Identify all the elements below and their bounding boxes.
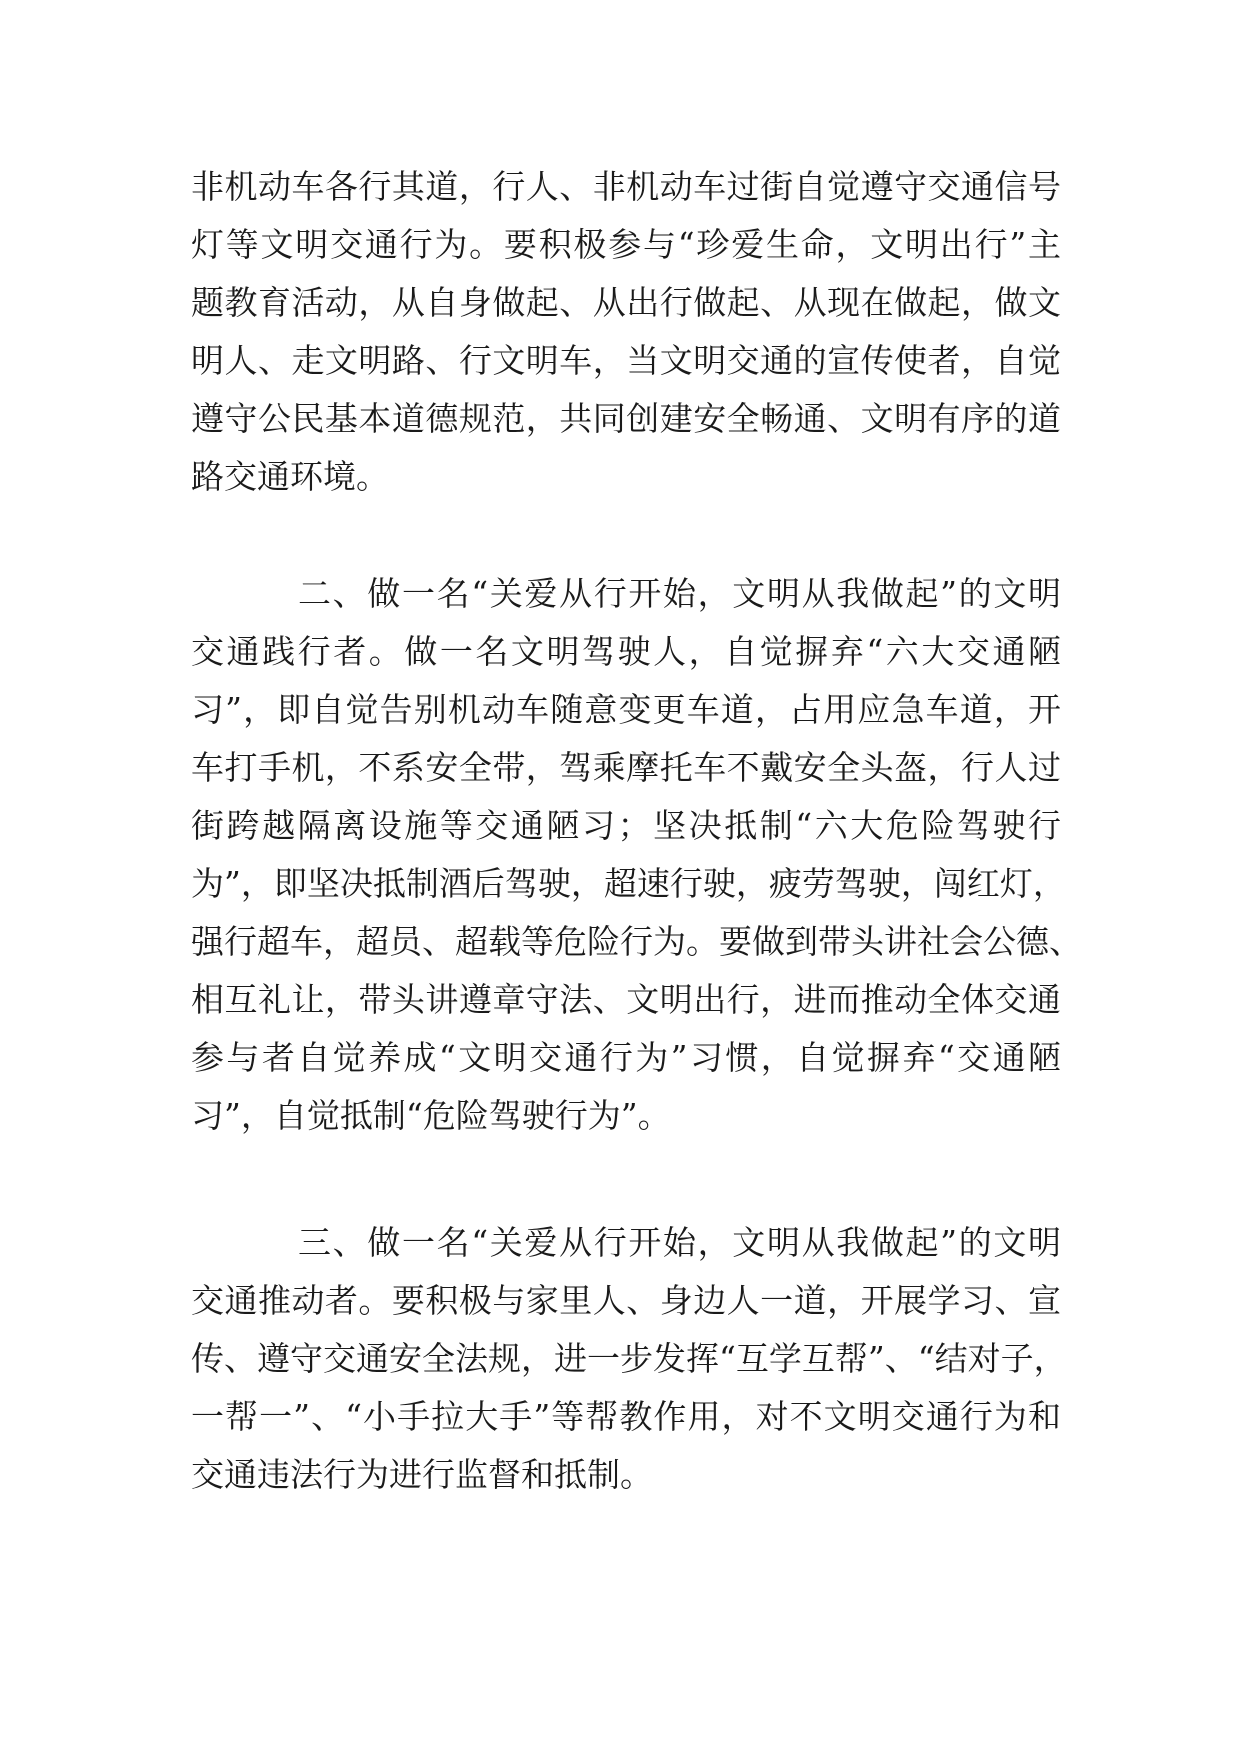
paragraph-line: 三、做一名“关爱从行开始，文明从我做起”的文明 xyxy=(298,1223,1061,1262)
paragraph-line: 习”，即自觉告别机动车随意变更车道，占用应急车道，开 xyxy=(191,690,1061,729)
paragraph-line: 路交通环境。 xyxy=(191,457,389,496)
paragraph-section-two-practitioner xyxy=(191,565,1082,1145)
paragraph-line: 灯等文明交通行为。要积极参与“珍爱生命，文明出行”主 xyxy=(191,225,1061,264)
paragraph-line: 遵守公民基本道德规范，共同创建安全畅通、文明有序的道 xyxy=(191,399,1061,438)
paragraph-line: 传、遵守交通安全法规，进一步发挥“互学互帮”、“结对子， xyxy=(191,1339,1067,1378)
paragraph-line: 题教育活动，从自身做起、从出行做起、从现在做起，做文 xyxy=(191,283,1061,322)
paragraph-line: 强行超车，超员、超载等危险行为。要做到带头讲社会公德、 xyxy=(191,922,1082,961)
paragraph-line: 一帮一”、“小手拉大手”等帮教作用，对不文明交通行为和 xyxy=(191,1397,1061,1436)
paragraph-section-three-promoter xyxy=(191,1214,1067,1504)
paragraph-line: 交通践行者。做一名文明驾驶人，自觉摒弃“六大交通陋 xyxy=(191,632,1061,671)
paragraph-line: 非机动车各行其道，行人、非机动车过街自觉遵守交通信号 xyxy=(191,167,1061,206)
paragraph-line: 习”，自觉抵制“危险驾驶行为”。 xyxy=(191,1096,671,1135)
paragraph-continued-civilized-travel xyxy=(191,158,1061,506)
paragraph-line: 参与者自觉养成“文明交通行为”习惯，自觉摒弃“交通陋 xyxy=(191,1038,1061,1077)
paragraph-line: 为”，即坚决抵制酒后驾驶，超速行驶，疲劳驾驶，闯红灯， xyxy=(191,864,1066,903)
paragraph-line: 街跨越隔离设施等交通陋习；坚决抵制“六大危险驾驶行 xyxy=(191,806,1061,845)
paragraph-line: 车打手机，不系安全带，驾乘摩托车不戴安全头盔，行人过 xyxy=(191,748,1061,787)
paragraph-line: 二、做一名“关爱从行开始，文明从我做起”的文明 xyxy=(298,574,1061,613)
paragraph-line: 交通推动者。要积极与家里人、身边人一道，开展学习、宣 xyxy=(191,1281,1061,1320)
paragraph-line: 交通违法行为进行监督和抵制。 xyxy=(191,1455,653,1494)
paragraph-line: 明人、走文明路、行文明车，当文明交通的宣传使者，自觉 xyxy=(191,341,1061,380)
paragraph-line: 相互礼让，带头讲遵章守法、文明出行，进而推动全体交通 xyxy=(191,980,1061,1019)
